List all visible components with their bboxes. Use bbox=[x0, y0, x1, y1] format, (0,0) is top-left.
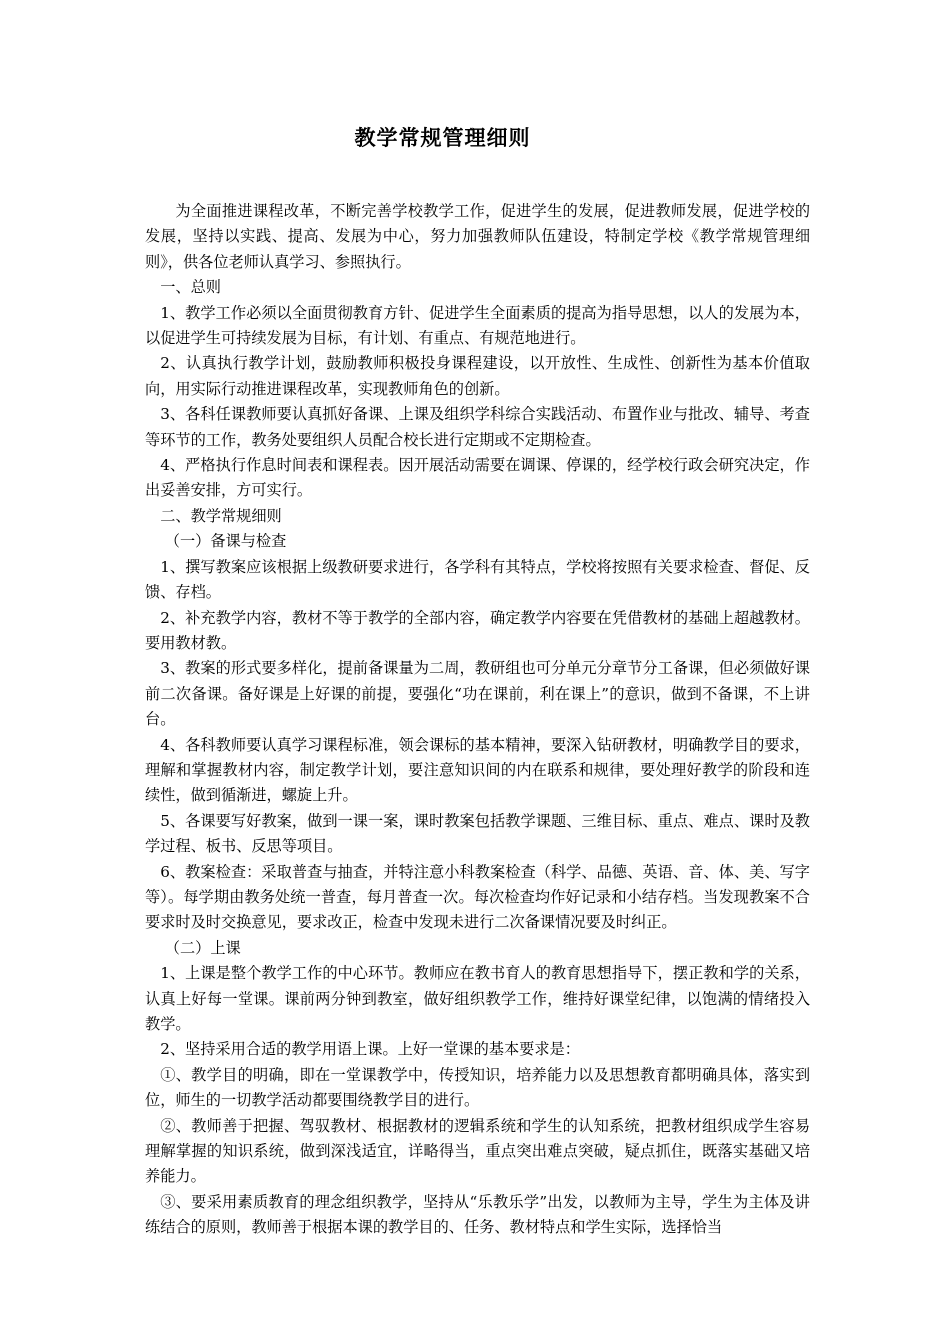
body-paragraph: 1、撰写教案应该根据上级教研要求进行，各学科有其特点，学校将按照有关要求检查、督促、反馈、存档。 bbox=[145, 557, 810, 602]
body-paragraph: 6、教案检查：采取普查与抽查，并特注意小科教案检查（科学、品德、英语、音、体、美、写字等）。每学期由教务处统一普查，每月普查一次。每次检查均作好记录和小结存档。当发现教案不合要求时及时交换意见，要求改正，检查中发现未进行二次备课情况要及时纠正。 bbox=[145, 862, 810, 932]
document-title: 教学常规管理细则 bbox=[354, 125, 531, 150]
section-heading: 二、教学常规细则 bbox=[160, 506, 282, 525]
section-heading: （二）上课 bbox=[164, 938, 241, 957]
body-paragraph: 2、补充教学内容，教材不等于教学的全部内容，确定教学内容要在凭借教材的基础上超越教材。要用教材教。 bbox=[145, 608, 810, 652]
body-paragraph: 2、坚持采用合适的教学用语上课。上好一堂课的基本要求是： bbox=[160, 1040, 580, 1059]
body-paragraph: 3、各科任课教师要认真抓好备课、上课及组织学科综合实践活动、布置作业与批改、辅导、考查等环节的工作，教务处要组织人员配合校长进行定期或不定期检查。 bbox=[145, 405, 810, 449]
body-paragraph: 4、严格执行作息时间表和课程表。因开展活动需要在调课、停课的，经学校行政会研究决定，作出妥善安排，方可实行。 bbox=[145, 456, 810, 500]
body-paragraph: 1、教学工作必须以全面贯彻教育方针、促进学生全面素质的提高为指导思想，以人的发展为本，以促进学生可持续发展为目标，有计划、有重点、有规范地进行。 bbox=[145, 303, 810, 348]
section-heading: （一）备课与检查 bbox=[164, 532, 287, 551]
document-body bbox=[145, 199, 810, 1241]
body-paragraph: 4、各科教师要认真学习课程标准，领会课标的基本精神，要深入钻研教材，明确教学目的要求，理解和掌握教材内容，制定教学计划，要注意知识间的内在联系和规律，要处理好教学的阶段和连续性，做到循渐进，螺旋上升。 bbox=[145, 735, 810, 805]
body-paragraph: 2、认真执行教学计划，鼓励教师积极投身课程建设，以开放性、生成性、创新性为基本价值取向，用实际行动推进课程改革，实现教师角色的创新。 bbox=[145, 354, 810, 398]
section-heading: 一、总则 bbox=[160, 278, 221, 297]
body-paragraph: 5、各课要写好教案，做到一课一案，课时教案包括教学课题、三维目标、重点、难点、课时及教学过程、板书、反思等项目。 bbox=[145, 811, 810, 856]
body-paragraph: 3、教案的形式要多样化，提前备课量为二周，教研组也可分单元分章节分工备课，但必须做好课前二次备课。备好课是上好课的前提，要强化“功在课前，利在课上”的意识，做到不备课，不上讲台。 bbox=[145, 659, 810, 729]
intro-paragraph: 为全面推进课程改革，不断完善学校教学工作，促进学生的发展，促进教师发展，促进学校的发展，坚持以实践、提高、发展为中心，努力加强教师队伍建设，特制定学校《教学常规管理细则》，供各位老师认真学习、参照执行。 bbox=[145, 202, 810, 271]
body-paragraph: ③、要采用素质教育的理念组织教学，坚持从“乐教乐学”出发，以教师为主导，学生为主体及讲练结合的原则，教师善于根据本课的教学目的、任务、教材特点和学生实际，选择恰当 bbox=[145, 1192, 810, 1237]
body-paragraph: 1、上课是整个教学工作的中心环节。教师应在教书育人的教育思想指导下，摆正教和学的关系，认真上好每一堂课。课前两分钟到教室，做好组织教学工作，维持好课堂纪律，以饱满的情绪投入教学。 bbox=[145, 964, 810, 1033]
body-paragraph: ①、教学目的明确，即在一堂课教学中，传授知识，培养能力以及思想教育都明确具体，落实到位，师生的一切教学活动都要围绕教学目的进行。 bbox=[145, 1065, 810, 1110]
body-paragraph: ②、教师善于把握、驾驭教材、根据教材的逻辑系统和学生的认知系统，把教材组织成学生容易理解掌握的知识系统，做到深浅适宜，详略得当，重点突出难点突破，疑点抓住，既落实基础又培养能力。 bbox=[145, 1116, 810, 1186]
